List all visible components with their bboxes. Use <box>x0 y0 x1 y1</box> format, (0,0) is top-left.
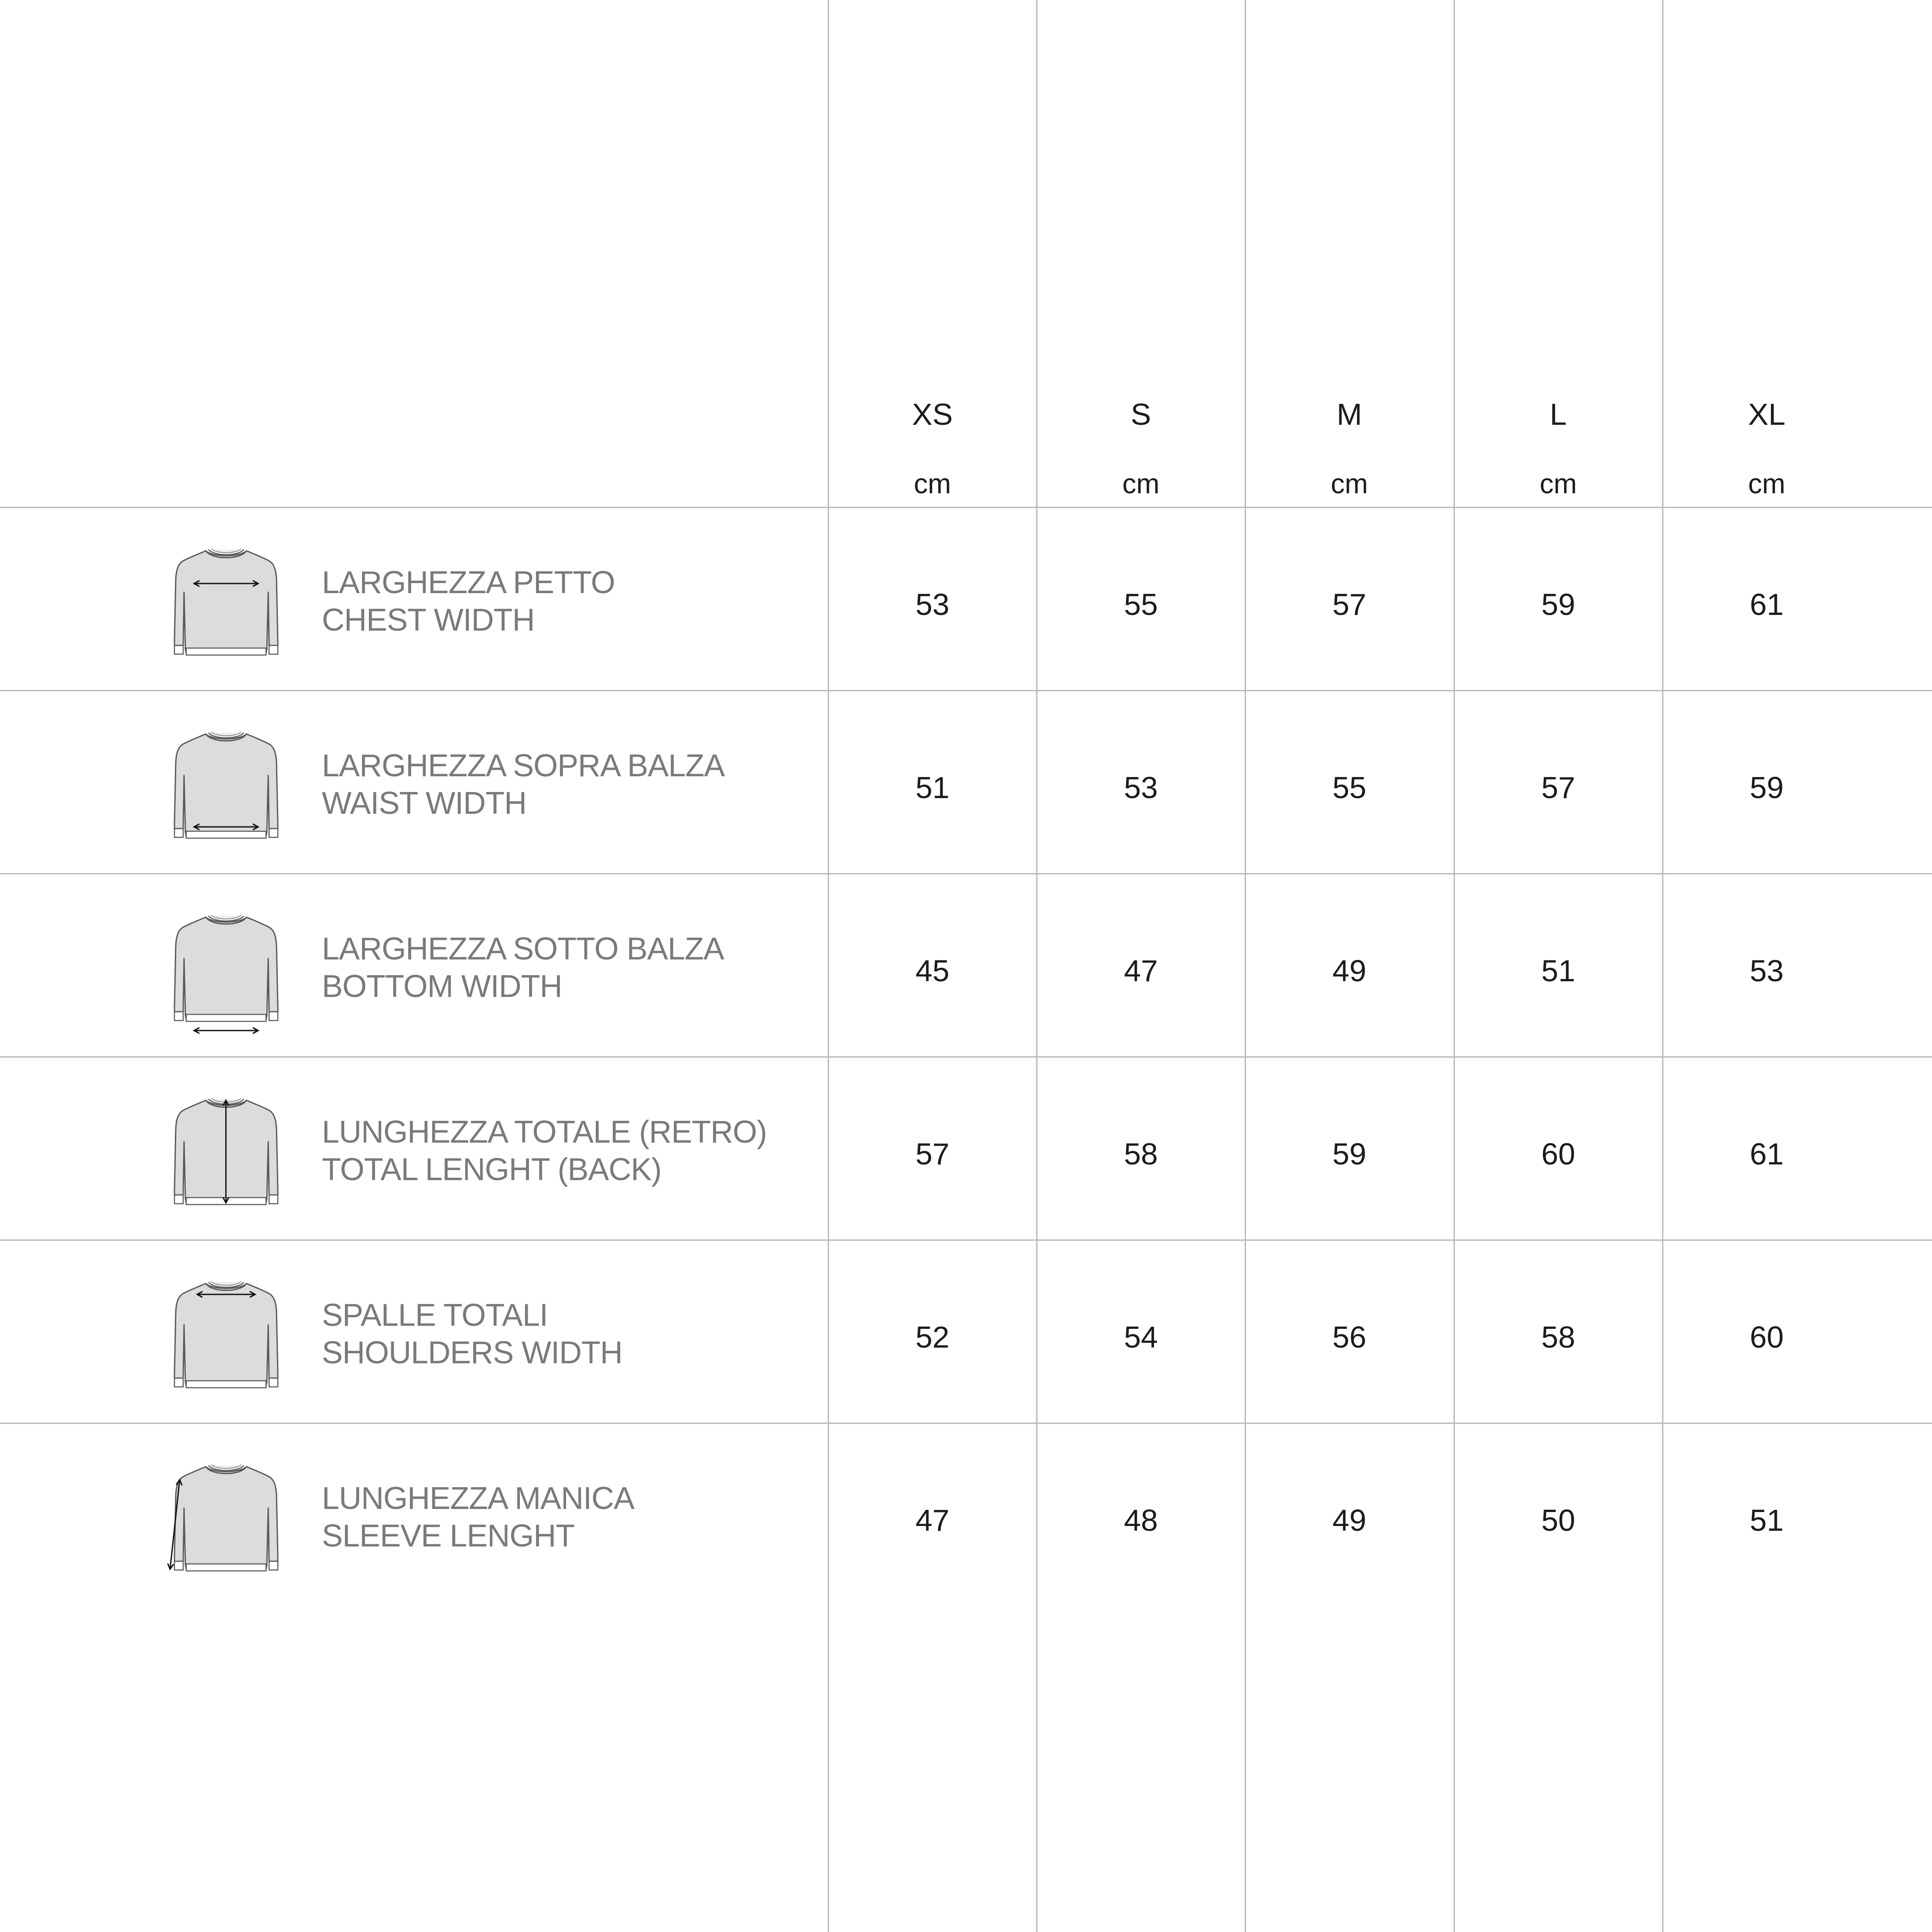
sweater-waist-width-icon <box>157 714 301 858</box>
table-cell-value: 60 <box>1750 1320 1784 1354</box>
table-cell-value: 61 <box>1750 587 1784 621</box>
label-english: SHOULDERS WIDTH <box>322 1335 623 1370</box>
row-divider <box>0 873 1932 874</box>
label-english: WAIST WIDTH <box>322 786 526 821</box>
sweater-chest-width-icon <box>157 531 301 675</box>
table-cell-value: 49 <box>1332 954 1366 988</box>
table-cell-value: 49 <box>1332 1503 1366 1537</box>
sweater-total-length-icon <box>157 1081 301 1225</box>
label-italian: LARGHEZZA PETTO <box>322 565 615 600</box>
table-cell-value: 55 <box>1332 771 1366 805</box>
unit-label: cm <box>1748 468 1785 499</box>
measurement-label <box>322 1480 823 1555</box>
row-divider <box>0 507 1932 508</box>
table-cell-value: 50 <box>1541 1503 1575 1537</box>
measurement-label <box>322 564 823 639</box>
table-cell-value: 56 <box>1332 1320 1366 1354</box>
size-header-l: L <box>1550 397 1567 431</box>
table-cell-value: 58 <box>1124 1137 1158 1171</box>
label-italian: LARGHEZZA SOTTO BALZA <box>322 932 724 966</box>
table-cell-value: 57 <box>1332 587 1366 621</box>
unit-label: cm <box>914 468 951 499</box>
sweater-shoulders-width-icon <box>157 1264 301 1408</box>
table-cell-value: 53 <box>915 587 949 621</box>
table-cell-value: 60 <box>1541 1137 1575 1171</box>
table-cell-value: 55 <box>1124 587 1158 621</box>
table-cell-value: 57 <box>1541 771 1575 805</box>
table-cell-value: 47 <box>915 1503 949 1537</box>
unit-label: cm <box>1122 468 1160 499</box>
label-italian: LARGHEZZA SOPRA BALZA <box>322 748 725 783</box>
measurement-label <box>322 1113 823 1188</box>
sweater-sleeve-length-icon <box>157 1447 301 1591</box>
label-italian: LUNGHEZZA MANICA <box>322 1481 635 1516</box>
label-english: BOTTOM WIDTH <box>322 969 562 1004</box>
row-divider <box>0 690 1932 691</box>
row-divider <box>0 1239 1932 1241</box>
measurement-label <box>322 1297 823 1372</box>
row-divider <box>0 1423 1932 1424</box>
measurement-label <box>322 930 823 1005</box>
row-divider <box>0 1056 1932 1058</box>
size-header-s: S <box>1130 397 1151 431</box>
sweater-bottom-width-icon <box>157 898 301 1041</box>
label-english: SLEEVE LENGHT <box>322 1519 575 1553</box>
table-cell-value: 51 <box>1541 954 1575 988</box>
table-cell-value: 59 <box>1750 771 1784 805</box>
table-cell-value: 47 <box>1124 954 1158 988</box>
table-cell-value: 54 <box>1124 1320 1158 1354</box>
table-cell-value: 53 <box>1750 954 1784 988</box>
table-cell-value: 52 <box>915 1320 949 1354</box>
table-cell-value: 57 <box>915 1137 949 1171</box>
table-cell-value: 61 <box>1750 1137 1784 1171</box>
label-italian: LUNGHEZZA TOTALE (RETRO) <box>322 1115 767 1150</box>
table-cell-value: 51 <box>915 771 949 805</box>
table-cell-value: 53 <box>1124 771 1158 805</box>
table-cell-value: 45 <box>915 954 949 988</box>
table-cell-value: 59 <box>1332 1137 1366 1171</box>
measurement-label <box>322 747 823 822</box>
label-english: TOTAL LENGHT (BACK) <box>322 1152 662 1187</box>
unit-label: cm <box>1331 468 1368 499</box>
table-cell-value: 51 <box>1750 1503 1784 1537</box>
size-header-xl: XL <box>1748 397 1785 431</box>
unit-label: cm <box>1539 468 1577 499</box>
table-cell-value: 58 <box>1541 1320 1575 1354</box>
table-cell-value: 59 <box>1541 587 1575 621</box>
table-cell-value: 48 <box>1124 1503 1158 1537</box>
label-italian: SPALLE TOTALI <box>322 1298 548 1333</box>
size-header-xs: XS <box>912 397 953 431</box>
label-english: CHEST WIDTH <box>322 603 535 638</box>
size-header-m: M <box>1336 397 1362 431</box>
